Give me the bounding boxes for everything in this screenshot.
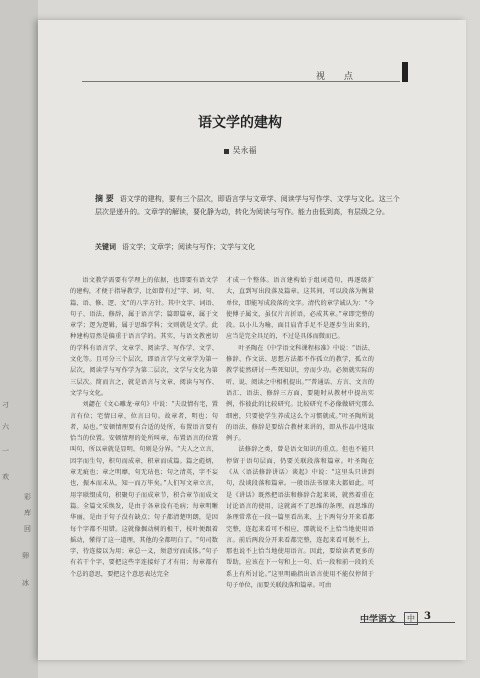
spine-char: 一: [2, 447, 9, 455]
abstract: [95, 192, 405, 219]
author-line: [0, 145, 480, 156]
spine-char: 刁: [2, 401, 9, 409]
page-number: 3: [424, 611, 431, 622]
paragraph: 刘勰在《文心雕龙·章句》中说：“夫设情有宅，置言有位；宅情曰章，位言曰句。故章者，明也；句者，局也。”安顿情理要有合适的处所，布置语言要有恰当的位置。安顿情理的处所叫章，布置语言的位置叫句，所以章就是显明，句则是分界。“夫人之立言，因字而生句，积句而成章，积章而成篇。篇之彪炳，章无疵也；章之明靡，句无玷也；句之清英，字不妄也，振本而末从，知一而万毕矣。”人们写文章立言，用字联缀成句，积聚句子而成章节，积合章节而成文篇。全篇文采焕发，是由于各章没有毛病；每章明晰华丽，是由于句子没有缺点；句子都清楚明朗，是因每个字都不用错。这就像掘动树的根干，枝叶便跟着摇动，懂得了这一道理，其他的全都明白了。“句司数字，待连接以为用；章总一义，须意穷而成体。”句子有若干个字，要把这些字连接好了才有用；每章都有个总的意思，要把这个意思表达完全: [70, 401, 218, 578]
magazine-name: 中学语文: [360, 615, 397, 625]
spine-char: 库: [24, 509, 31, 517]
spine-char: 冰: [22, 579, 29, 587]
article-title: 语文学的建构: [198, 115, 282, 131]
body-column-left: [70, 275, 218, 580]
paragraph: 法修辞之类，曾是语文知识的重点。但也不能只停留于语句层面，仍要关联段落和篇章。叶圣陶在《从〈语法修辞讲话〉谈起》中说：“这里头只讲到句，没谈段落和篇章。一般语法书原来大都如此。可是《讲话》既然把语法和修辞合起来谈，就然着重在讨论语言的使用，这就离不了思维的条理，而思维的条理常常在一段一篇里看出来，上下两句分开来看都完整，连起来看可不相应，那就说不上恰当地使用语言。前后两段分开来看都完整，连起来看可脱不上，那也说不上恰当地使用语言。因此，要给读者更多的帮助，应该在下一句和上一句、后一段和前一段的关系上有所讨论。”这里明确指出语言使用不能仅停留于句子单位，而要关联段落和篇章。可由: [226, 446, 374, 590]
column-tag: 视 点: [316, 72, 361, 82]
paragraph: 叶圣陶在《中学语文科课程标准》中说：“语法、修辞、作文法、思想方法都不作孤立的教学，孤立的教学徒然研讨一些死知识，旁而少功。必须就实际的听、说、阅读之中相机提出。”“普通话、方言、文言的语汇、语法、修辞三方面，要随时从教材中提出实例，作彼此的比较研究。比较研究不必像做研究那么细密，只要使学生养成这么个习惯就成。”叶圣陶所说的语法、修辞是要结合教材来讲的，即从作品中选取例子。: [226, 344, 374, 443]
spine-char: 彩: [24, 493, 31, 501]
keywords-text: 语文学；文章学；阅读与写作；文学与文化: [122, 243, 255, 251]
column-marker-bar: [402, 62, 408, 82]
left-page-edge: [0, 0, 38, 678]
header-rule: [82, 81, 400, 82]
keywords-label: 关键词: [95, 242, 116, 251]
spine-char: 卵: [22, 552, 29, 560]
footer-rule: [360, 622, 455, 623]
spine-char: 欢: [2, 473, 9, 481]
abstract-label: 摘 要: [95, 193, 114, 203]
paragraph: 才成一个整体。语言建构始于组词造句，再逐级扩大，直到写出段落及篇章。这其间，可以段落为衡量单位，即能写成段落的文字。清代的章学诚认为：“今使傅子属文，虽仅片言折语，必成其章。”章即完整的段。以小儿为喻，面目肩背手足不是逐步生出来的，应当是完全具足的，不过是具体而微而已。: [226, 277, 374, 341]
paragraph: 语文教学需要有学理上的依据，也即要有语文学的建构，才便于指导教学，比如曾有过“字、词、句、篇、语、修、逻、文”的八字方针。其中文字、词语、句子、语法、修辞，属于语言学；篇即篇章，属于文章学；逻为逻辑，属于思维学科；文则就是文学。此种建构显然是偏重于语言学的。其实，与语文教密切的学科有语言学、文章学、阅读学、写作学、文学、文化等。且可分三个层次，即语言学与文章学为第一层次，阅读学与写作学为第二层次，文学与文化为第三层次。简而言之，就是语言与文章、阅读与写作、文学与文化。: [70, 277, 218, 397]
author-square-icon: [224, 149, 229, 154]
body-column-right: [226, 275, 374, 591]
abstract-text: 语文学的建构，要有三个层次，即语言学与文章学、阅读学与写作学、文学与文化。这三个层次是递升的。文章学的解读，要化静为动，转化为阅读与写作。能力由低到高，有层级之分。: [95, 195, 400, 216]
spine-char: 回: [24, 525, 31, 533]
author-name: 吴永福: [232, 146, 257, 155]
spine-char: 六: [2, 423, 9, 431]
keywords: [95, 242, 405, 252]
section-mark: 中: [404, 612, 418, 625]
